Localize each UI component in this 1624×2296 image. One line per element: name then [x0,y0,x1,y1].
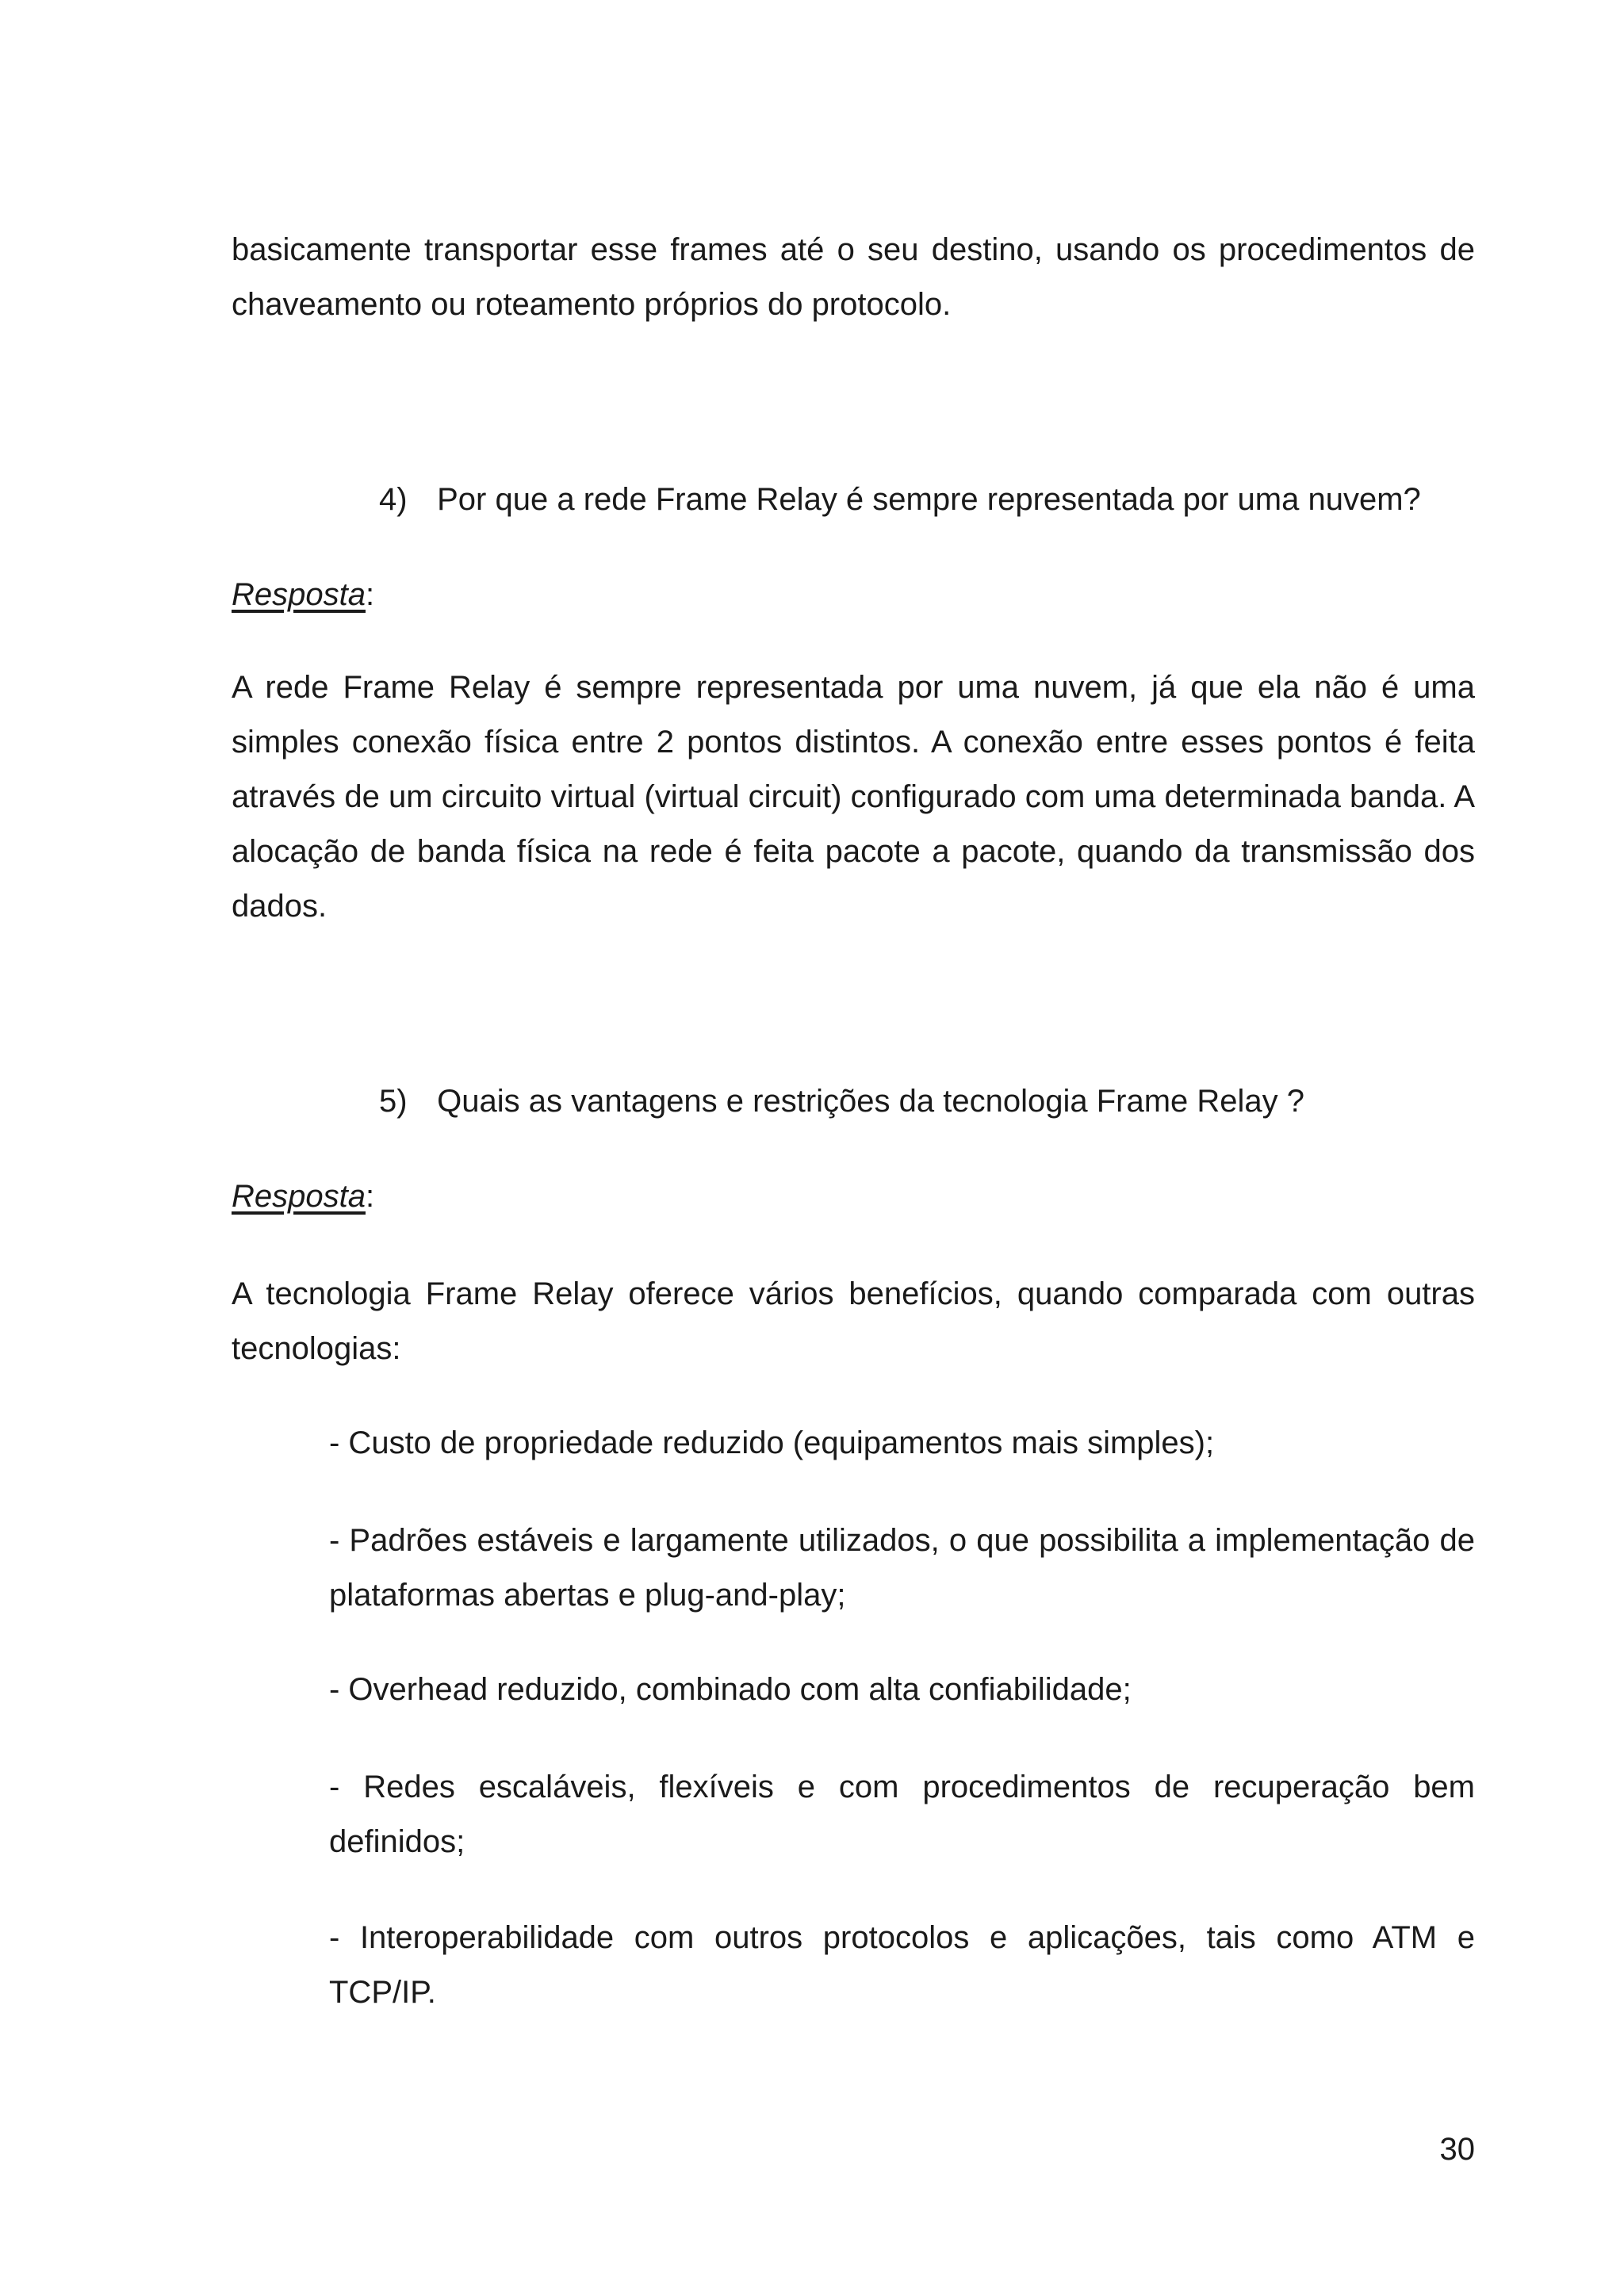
benefit-item-1: - Custo de propriedade reduzido (equipamentos mais simples); [329,1425,1215,1460]
answer-4-paragraph: A rede Frame Relay é sempre representada por uma nuvem, já que ela não é uma simples conexão física entre 2 pontos distintos. A conexão entre esses pontos é feita através de um circuito virtual (virtual circuit) configurado com uma determinada banda. A alocação de banda física na rede é feita pacote a pacote, quando da transmissão dos dados. [232,670,1475,924]
question-4-text: Por que a rede Frame Relay é sempre representada por uma nuvem? [437,482,1421,517]
page-number: 30 [1439,2132,1475,2167]
question-5 [379,1074,1304,1129]
question-5-text: Quais as vantagens e restrições da tecnologia Frame Relay ? [437,1084,1305,1119]
question-4-number: 4) [379,482,408,517]
answer-4-label-text: Resposta [232,577,366,612]
benefit-item-2: - Padrões estáveis e largamente utilizados, o que possibilita a implementação de plataformas abertas e plug-and-play; [329,1523,1475,1613]
intro-paragraph: basicamente transportar esse frames até o seu destino, usando os procedimentos de chaveamento ou roteamento próprios do protocolo. [232,232,1475,322]
benefit-item-5: - Interoperabilidade com outros protocolos e aplicações, tais como ATM e TCP/IP. [329,1920,1475,2010]
benefit-item-3: - Overhead reduzido, combinado com alta confiabilidade; [329,1672,1132,1707]
question-4 [379,473,1421,527]
answer-5-paragraph: A tecnologia Frame Relay oferece vários benefícios, quando comparada com outras tecnologias: [232,1276,1475,1366]
question-5-number: 5) [379,1084,408,1119]
answer-5-label-colon: : [365,1179,375,1214]
benefit-item-4: - Redes escaláveis, flexíveis e com procedimentos de recuperação bem definidos; [329,1770,1475,1859]
answer-5-label [232,1169,374,1224]
answer-5-label-text: Resposta [232,1179,366,1214]
answer-4-label [232,568,374,622]
answer-4-label-colon: : [365,577,375,612]
